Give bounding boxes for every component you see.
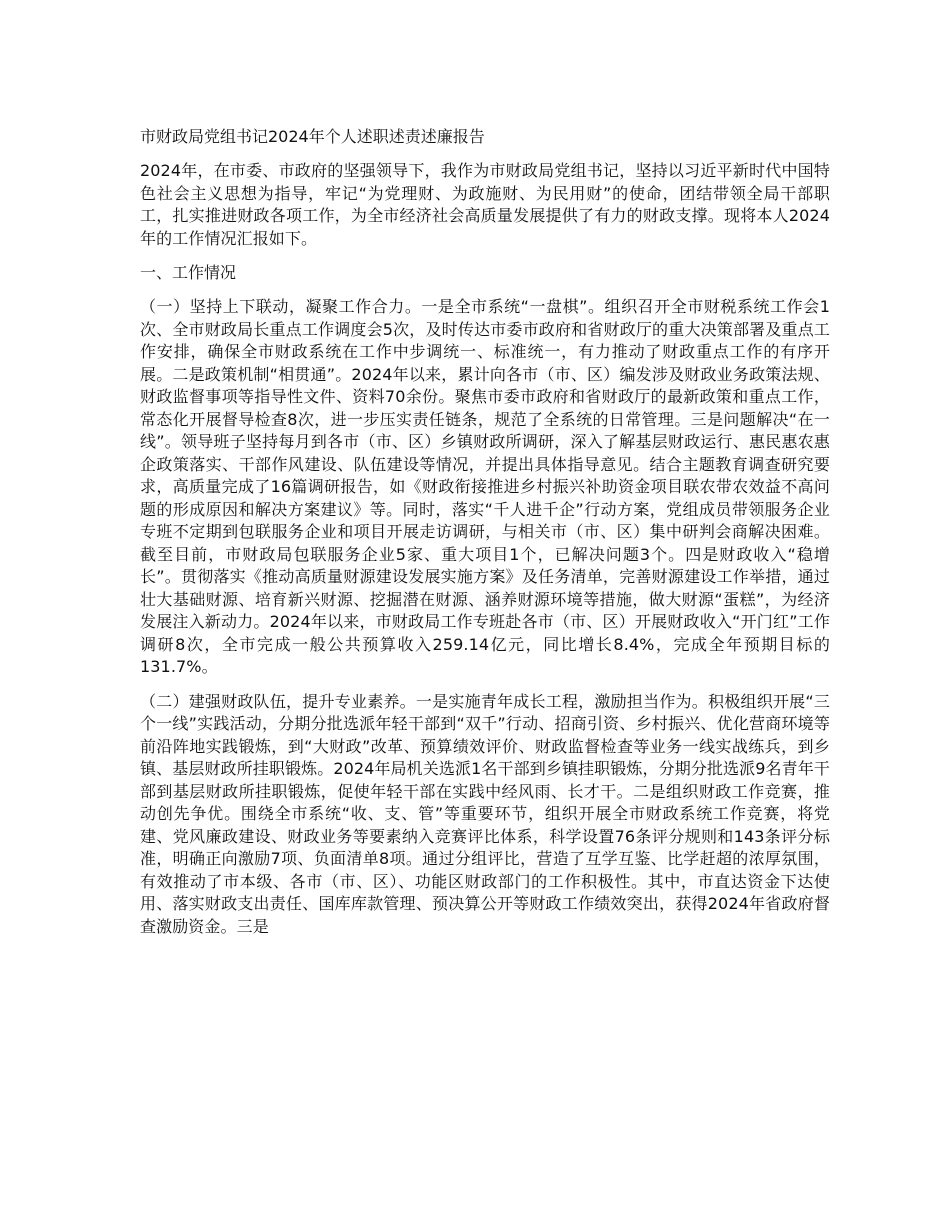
section1-paragraph-2: （二）建强财政队伍，提升专业素养。一是实施青年成长工程，激励担当作为。积极组织开展“三个一线”实践活动，分期分批选派年轻干部到“双千”行动、招商引资、乡村振兴、优化营商环境等前沿阵地实践锻炼，到“大财政”改革、预算绩效评价、财政监督检查等业务一线实战练兵，到乡镇、基层财政所挂职锻炼。2024年局机关选派1名干部到乡镇挂职锻炼，分期分批选派9名青年干部到基层财政所挂职锻炼，促使年轻干部在实践中经风雨、长才干。二是组织财政工作竞赛，推动创先争优。围绕全市系统“收、支、管”等重要环节，组织开展全市财政系统工作竞赛，将党建、党风廉政建设、财政业务等要素纳入竞赛评比体系，科学设置76条评分规则和143条评分标准，明确正向激励7项、负面清单8项。通过分组评比，营造了互学互鉴、比学赶超的浓厚氛围，有效推动了市本级、各市（市、区）、功能区财政部门的工作积极性。其中，市直达资金下达使用、落实财政支出责任、国库库款管理、预决算公开等财政工作绩效突出，获得2024年省政府督查激励资金。三是 xyxy=(140,691,830,936)
section-heading: 一、工作情况 xyxy=(140,263,237,282)
section1-paragraph-1: （一）坚持上下联动，凝聚工作合力。一是全市系统“一盘棋”。组织召开全市财税系统工作会1次、全市财政局长重点工作调度会5次，及时传达市委市政府和省财政厅的重大决策部署及重点工作安排，确保全市财政系统在工作中步调统一、标准统一，有力推动了财政重点工作的有序开展。二是政策机制“相贯通”。2024年以来，累计向各市（市、区）编发涉及财政业务政策法规、财政监督事项等指导性文件、资料70余份。聚焦市委市政府和省财政厅的最新政策和重点工作，常态化开展督导检查8次，进一步压实责任链条，规范了全系统的日常管理。三是问题解决“在一线”。领导班子坚持每月到各市（市、区）乡镇财政所调研，深入了解基层财政运行、惠民惠农惠企政策落实、干部作风建设、队伍建设等情况，并提出具体指导意见。结合主题教育调查研究要求，高质量完成了16篇调研报告，如《财政衔接推进乡村振兴补助资金项目联农带农效益不高问题的形成原因和解决方案建议》等。同时，落实“千人进千企”行动方案，党组成员带领服务企业专班不定期到包联服务企业和项目开展走访调研，与相关市（市、区）集中研判会商解决困难。截至目前，市财政局包联服务企业5家、重大项目1个，已解决问题3个。四是财政收入“稳增长”。贯彻落实《推动高质量财源建设发展实施方案》及任务清单，完善财源建设工作举措，通过壮大基础财源、培育新兴财源、挖掘潜在财源、涵养财源环境等措施，做大财源“蛋糕”，为经济发展注入新动力。2024年以来，市财政局工作专班赴各市（市、区）开展财政收入“开门红”工作调研8次，全市完成一般公共预算收入259.14亿元，同比增长8.4%，完成全年预期目标的131.7%。 xyxy=(140,297,830,676)
intro-paragraph: 2024年，在市委、市政府的坚强领导下，我作为市财政局党组书记，坚持以习近平新时代中国特色社会主义思想为指导，牢记“为党理财、为政施财、为民用财”的使命，团结带领全局干部职工，扎实推进财政各项工作，为全市经济社会高质量发展提供了有力的财政支撑。现将本人2024年的工作情况汇报如下。 xyxy=(140,161,830,248)
document-title: 市财政局党组书记2024年个人述职述责述廉报告 xyxy=(140,127,485,146)
document-page xyxy=(140,126,830,950)
